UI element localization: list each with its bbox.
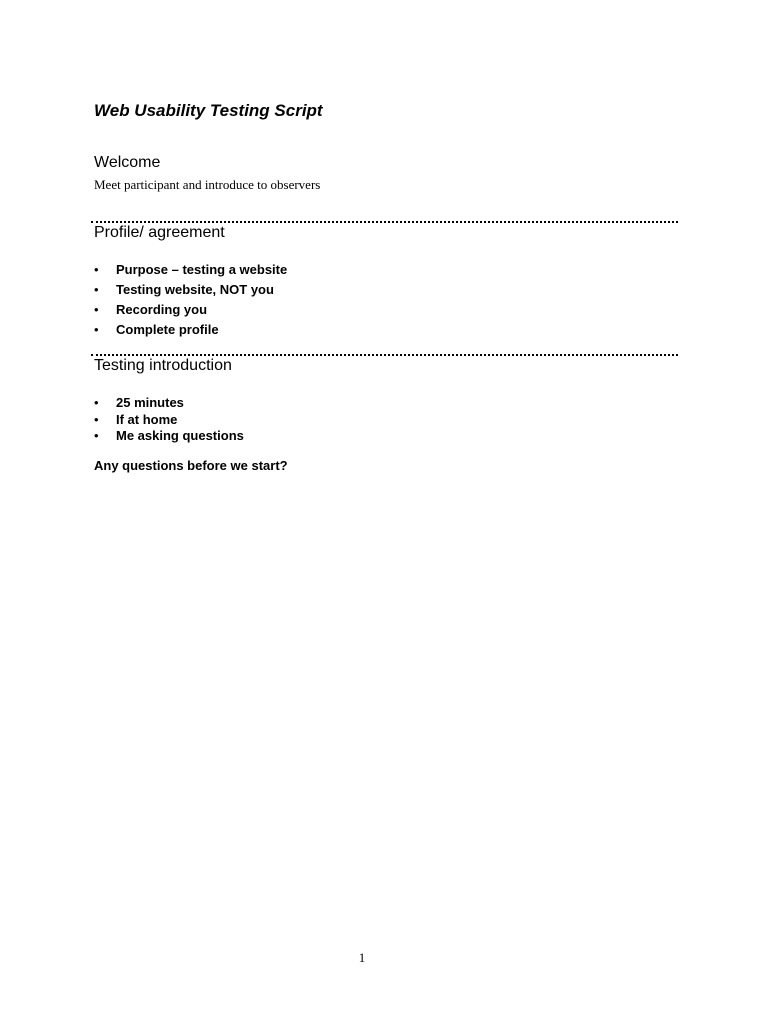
list-item: [94, 281, 287, 301]
list-item: [94, 395, 244, 412]
bullet-icon: •: [94, 428, 99, 443]
testing-introduction-heading: Testing introduction: [94, 357, 232, 374]
bullet-icon: •: [94, 411, 99, 427]
section-divider: [91, 221, 678, 223]
list-item: [94, 428, 244, 445]
welcome-text: Meet participant and introduce to observers: [94, 177, 321, 192]
profile-agreement-heading: Profile/ agreement: [94, 224, 225, 241]
bullet-icon: •: [94, 302, 99, 317]
bullet-icon: •: [94, 395, 99, 410]
list-item: [94, 301, 287, 321]
list-item-text: 25 minutes: [116, 395, 184, 410]
list-item: [94, 261, 287, 281]
profile-agreement-list: [94, 261, 287, 341]
welcome-heading: Welcome: [94, 154, 161, 171]
list-item: [94, 321, 287, 341]
list-item-text: Testing website, NOT you: [116, 282, 274, 297]
page-number: 1: [358, 950, 366, 965]
section-divider: [91, 354, 678, 356]
closing-question: Any questions before we start?: [94, 458, 288, 473]
bullet-icon: •: [94, 262, 99, 277]
bullet-icon: •: [94, 282, 99, 297]
page-title: Web Usability Testing Script: [94, 101, 323, 120]
testing-introduction-list: [94, 395, 244, 445]
list-item-text: Me asking questions: [116, 428, 244, 443]
list-item-text: If at home: [116, 411, 178, 427]
bullet-icon: •: [94, 322, 99, 337]
list-item-text: Purpose – testing a website: [116, 262, 288, 277]
list-item-text: Recording you: [116, 302, 208, 317]
list-item-text: Complete profile: [116, 322, 219, 337]
list-item: [94, 412, 244, 429]
